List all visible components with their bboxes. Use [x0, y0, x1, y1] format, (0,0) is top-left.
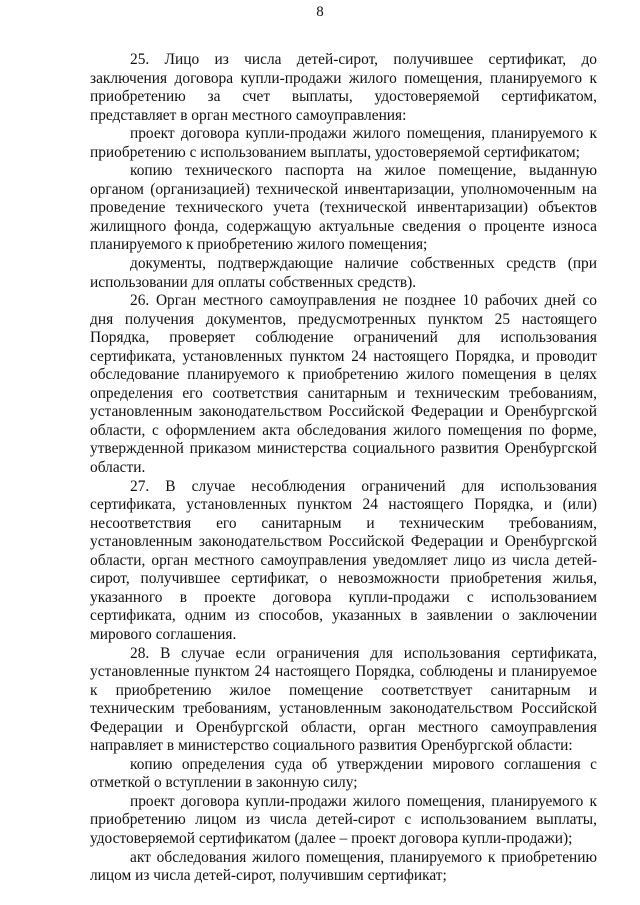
clause-25-paragraph: 25. Лицо из числа детей-сирот, получившее сертификат, до заключения договора купли-продажи жилого помещения, планируемого к приобретению за счет выплаты, удостоверяемой сертификатом, представляет в орган местного самоуправления:: [90, 51, 597, 124]
document-body: [90, 51, 597, 886]
clause-28-paragraph: 28. В случае если ограничения для использования сертификата, установленные пунктом 24 настоящего Порядка, соблюдены и планируемое к приобретению жилое помещение соответствует санитарным и техническим требованиям, установленным законодательством Российской Федерации и Оренбургской области, орган местного самоуправления направляет в министерство социального развития Оренбургской области:: [90, 644, 597, 755]
list-item: документы, подтверждающие наличие собственных средств (при использовании для оплаты собственных средств).: [90, 255, 597, 291]
list-item: копию определения суда об утверждении мирового соглашения с отметкой о вступлении в законную силу;: [90, 755, 597, 792]
clause-26-paragraph: 26. Орган местного самоуправления не позднее 10 рабочих дней со дня получения документов, предусмотренных пунктом 25 настоящего Порядка, проверяет соблюдение ограничений для использования сертификата, установленных пунктом 24 настоящего Порядка, и проводит обследование планируемого к приобретению жилого помещения в целях определения его соответствия санитарным и техническим требованиям, установленным законодательством Российской Федерации и Оренбургской области, с оформлением акта обследования жилого помещения по форме, утвержденной приказом министерства социального развития Оренбургской области.: [90, 292, 597, 477]
list-item: акт обследования жилого помещения, планируемого к приобретению лицом из числа детей-сирот, получившим сертификат;: [90, 848, 597, 885]
list-item: проект договора купли-продажи жилого помещения, планируемого к приобретению лицом из числа детей-сирот с использованием выплаты, удостоверяемой сертификатом (далее – проект договора купли-продажи);: [90, 792, 597, 847]
list-item: проект договора купли-продажи жилого помещения, планируемого к приобретению с использованием выплаты, удостоверяемой сертификатом;: [90, 125, 597, 161]
clause-27-paragraph: 27. В случае несоблюдения ограничений для использования сертификата, установленных пунктом 24 настоящего Порядка, и (или) несоответствия его санитарным и техническим требованиям, установленным законодательством Российской Федерации и Оренбургской области, орган местного самоуправления уведомляет лицо из числа детей-сирот, получившее сертификат, о невозможности приобретения жилья, указанного в проекте договора купли-продажи с использованием сертификата, одним из способов, указанных в заявлении о заключении мирового соглашения.: [90, 477, 597, 643]
page-number: 8: [316, 4, 324, 20]
list-item: копию технического паспорта на жилое помещение, выданную органом (организацией) технической инвентаризации, уполномоченным на проведение технического учета (технической инвентаризации) объектов жилищного фонда, содержащую актуальные сведения о проценте износа планируемого к приобретению жилого помещения;: [90, 162, 597, 254]
